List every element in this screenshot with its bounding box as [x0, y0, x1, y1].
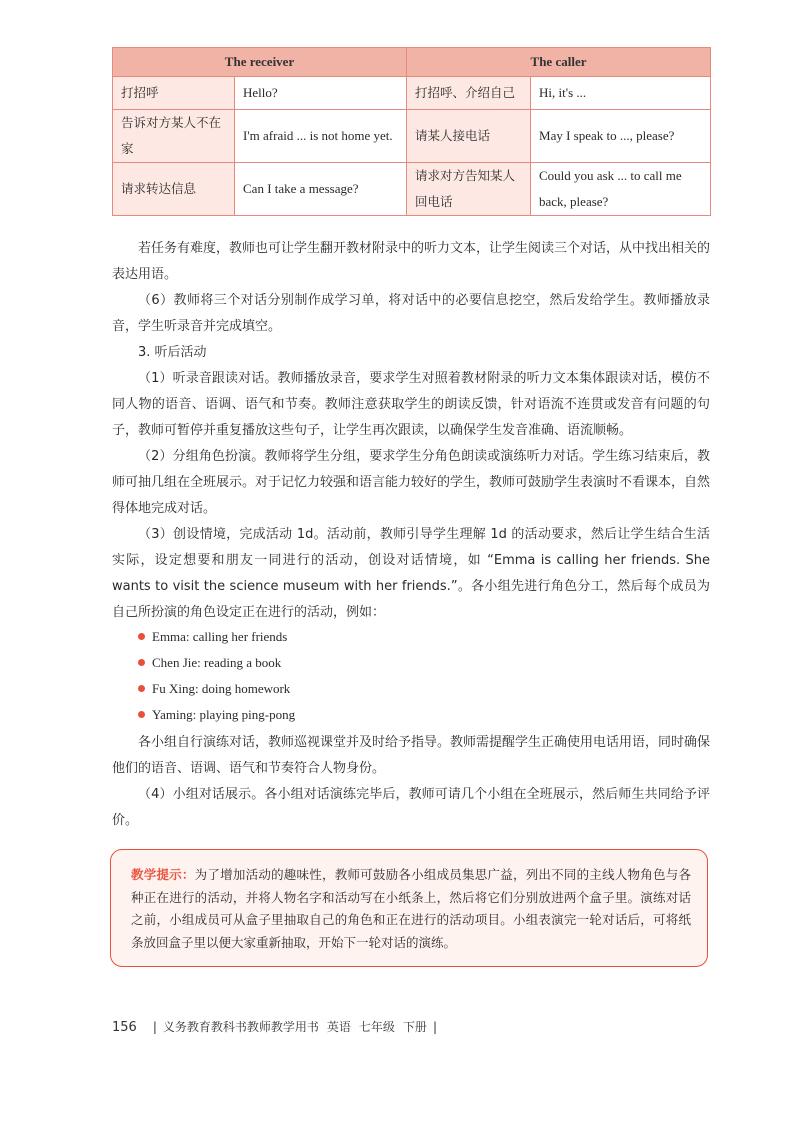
table-cell: 告诉对方某人不在家 [113, 110, 235, 163]
footer-grade: 七年级 [358, 1020, 395, 1034]
table-cell: 请某人接电话 [407, 110, 531, 163]
table-cell: 打招呼 [113, 77, 235, 110]
list-item: Chen Jie: reading a book [138, 650, 698, 676]
bullet-dot-icon [138, 633, 145, 640]
header-caller: The caller [407, 48, 711, 77]
list-item: Yaming: playing ping-pong [138, 702, 698, 728]
teaching-tip-text: 教学提示：为了增加活动的趣味性，教师可鼓励各小组成员集思广益，列出不同的主线人物角色与各种正在进行的活动，并将人物名字和活动写在小纸条上，然后将它们分别放进两个盒子里。演练对话之前，小组成员可从盒子里抽取自己的角色和正在进行的活动项目。小组表演完一轮对话后，可将纸条放回盒子里以便大家重新抽取，开始下一轮对话的演练。 [131, 867, 691, 950]
table-row [113, 77, 711, 110]
header-receiver: The receiver [113, 48, 407, 77]
table-cell: Hello? [235, 77, 407, 110]
footer-volume: 下册 [402, 1020, 427, 1034]
table-header-row [113, 48, 711, 77]
table-cell: 请求转达信息 [113, 163, 235, 216]
footer-book-title: 义务教育教科书教师教学用书 [162, 1020, 319, 1034]
table-cell: Can I take a message? [235, 163, 407, 216]
paragraph-step-6: （6）教师将三个对话分别制作成学习单，将对话中的必要信息挖空，然后发给学生。教师播放录音，学生听录音并完成填空。 [112, 293, 710, 334]
table-cell: 请求对方告知某人回电话 [407, 163, 531, 216]
bullet-dot-icon [138, 685, 145, 692]
table-row [113, 110, 711, 163]
bullet-dot-icon [138, 711, 145, 718]
section-heading-post-listening: 3. 听后活动 [138, 345, 207, 360]
table-row [113, 163, 711, 216]
page-number: 156 [112, 1020, 137, 1035]
paragraph-step-3: （3）创设情境，完成活动 1d。活动前，教师引导学生理解 1d 的活动要求，然后让学生结合生活实际，设定想要和朋友一同进行的活动，创设对话情境，如 “Emma is calling her friends. She wants to visit the science museum with her friends.”。各小组先进行角色分工，然后每个成员为自己所扮演的角色设定正在进行的活动，例如： [112, 527, 710, 620]
teaching-tip-box [110, 849, 708, 967]
paragraph-step-4: （4）小组对话展示。各小组对话演练完毕后，教师可请几个小组在全班展示，然后师生共同给予评价。 [112, 787, 710, 828]
table-cell: 打招呼、介绍自己 [407, 77, 531, 110]
paragraph-step-2: （2）分组角色扮演。教师将学生分组，要求学生分角色朗读或演练听力对话。学生练习结束后，教师可抽几组在全班展示。对于记忆力较强和语言能力较好的学生，教师可鼓励学生表演时不看课本，自然得体地完成对话。 [112, 449, 711, 516]
footer-separator: | [152, 1020, 157, 1034]
table-cell: Could you ask ... to call me back, please? [531, 163, 711, 216]
table-cell: May I speak to ..., please? [531, 110, 711, 163]
bullet-dot-icon [138, 659, 145, 666]
table-cell: I'm afraid ... is not home yet. [235, 110, 407, 163]
paragraph-listening-text: 若任务有难度，教师也可让学生翻开教材附录中的听力文本，让学生阅读三个对话，从中找出相关的表达用语。 [112, 241, 711, 282]
page-footer [112, 1018, 443, 1035]
phone-expressions-table [112, 47, 711, 216]
footer-separator: | [432, 1020, 437, 1034]
table-cell: Hi, it's ... [531, 77, 711, 110]
paragraph-practice: 各小组自行演练对话，教师巡视课堂并及时给予指导。教师需提醒学生正确使用电话用语，同时确保他们的语音、语调、语气和节奏符合人物身份。 [112, 735, 711, 776]
teaching-tip-label: 教学提示： [131, 867, 195, 882]
list-item: Fu Xing: doing homework [138, 676, 698, 702]
footer-subject: 英语 [326, 1020, 351, 1034]
paragraph-step-1: （1）听录音跟读对话。教师播放录音，要求学生对照着教材附录的听力文本集体跟读对话，模仿不同人物的语音、语调、语气和节奏。教师注意获取学生的朗读反馈，针对语流不连贯或发音有问题的句子，教师可暂停并重复播放这些句子，让学生再次跟读，以确保学生发音准确、语流顺畅。 [112, 371, 710, 438]
list-item: Emma: calling her friends [138, 624, 698, 650]
role-activity-list [138, 624, 698, 728]
